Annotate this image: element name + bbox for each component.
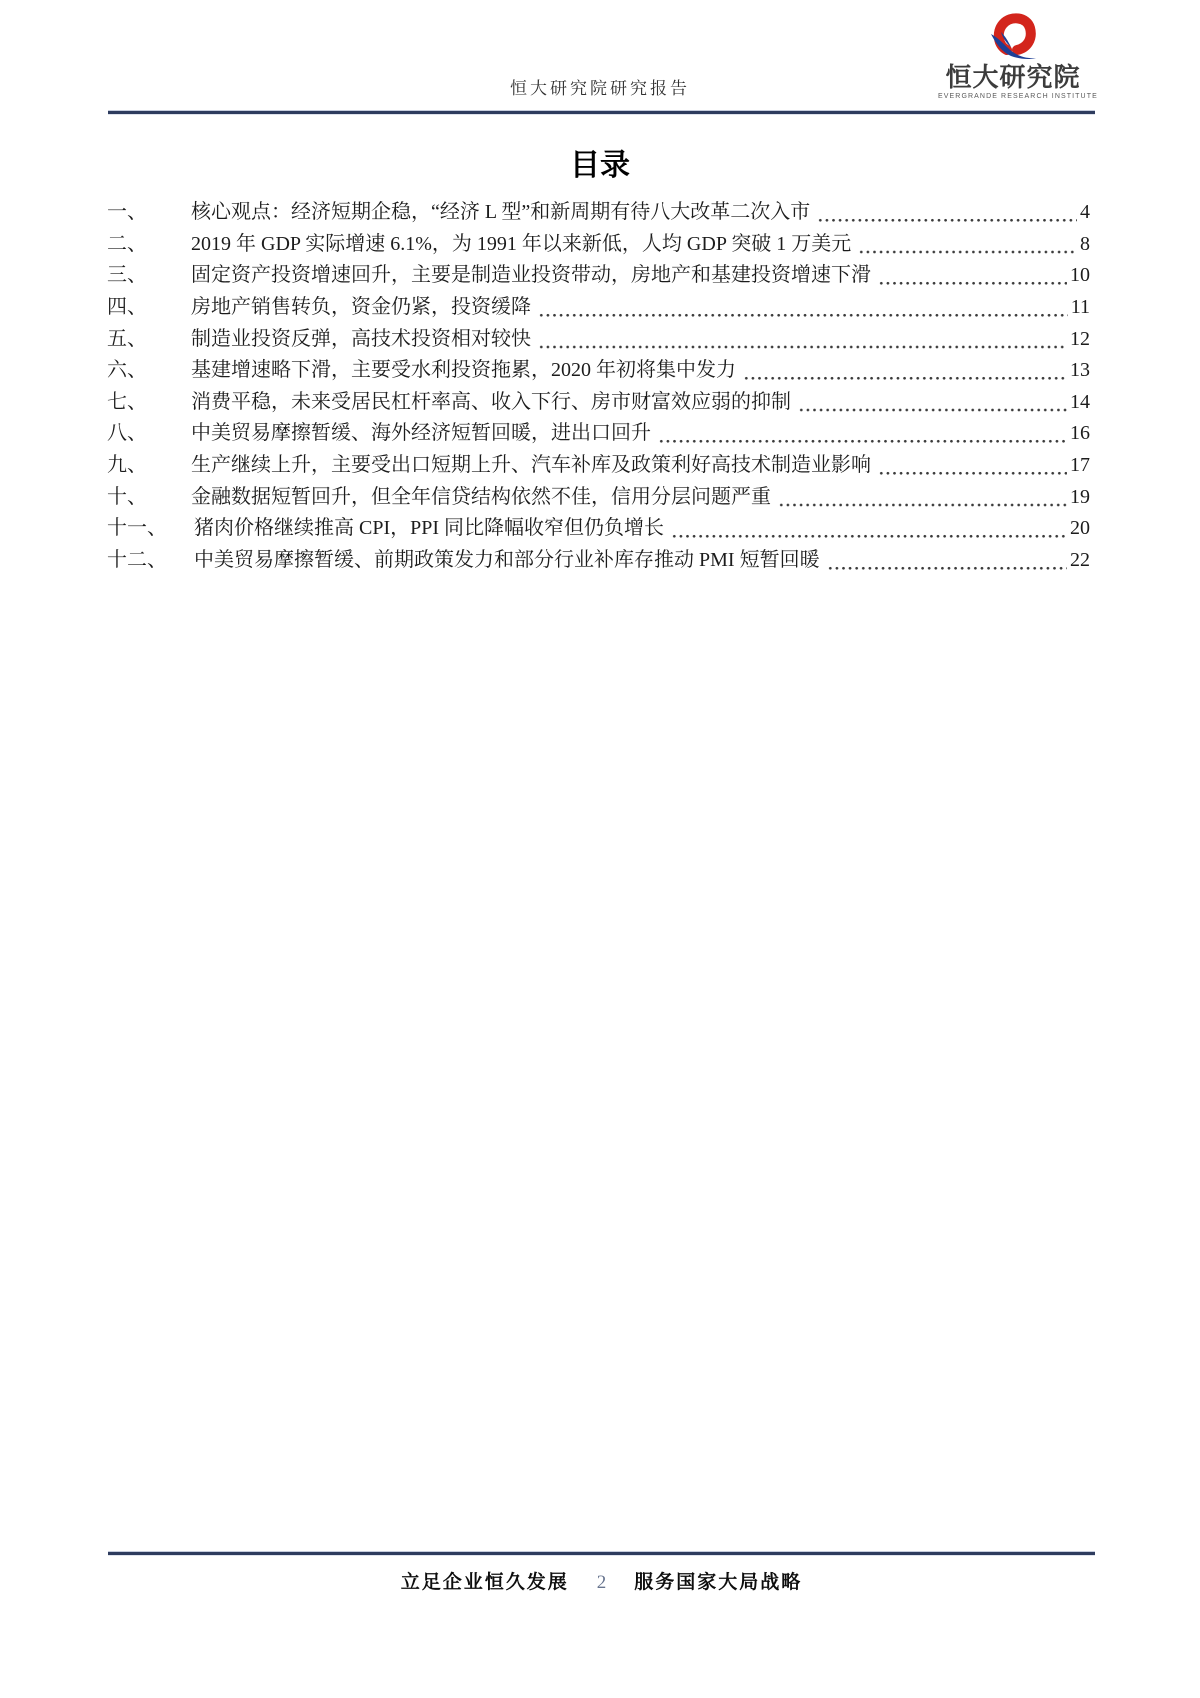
- toc-entry-page: 17: [1070, 454, 1090, 477]
- toc-entry-title: 中美贸易摩擦暂缓、前期政策发力和部分行业补库存推动 PMI 短暂回暖: [194, 549, 820, 572]
- logo-mark-icon: [987, 12, 1039, 62]
- toc-entry[interactable]: [107, 229, 1090, 261]
- header-divider: [108, 110, 1095, 115]
- toc-entry-number: 六、: [107, 359, 147, 382]
- toc-leader-dots: [798, 387, 1067, 419]
- toc-leader-dots: [858, 229, 1077, 261]
- toc-entry-page: 4: [1080, 201, 1090, 223]
- toc-title: 目录: [570, 149, 630, 182]
- toc-entry-number: 十一、: [107, 517, 167, 540]
- toc-entry-title: 基建增速略下滑，主要受水利投资拖累，2020 年初将集中发力: [191, 359, 736, 382]
- toc-entry[interactable]: [107, 355, 1090, 387]
- toc-entry-title: 房地产销售转负，资金仍紧，投资缓降: [191, 295, 531, 318]
- toc-entry-page: 10: [1070, 264, 1090, 287]
- toc-leader-dots: [778, 482, 1067, 514]
- toc-entry-title: 2019 年 GDP 实际增速 6.1%，为 1991 年以来新低，人均 GDP 突破 1 万美元: [191, 232, 852, 255]
- toc-leader-dots: [538, 292, 1068, 324]
- toc-leader-dots: [817, 197, 1077, 229]
- toc-leader-dots: [743, 355, 1067, 387]
- toc-entry-number: 七、: [107, 390, 147, 413]
- footer-motto-right: 服务国家大局战略: [634, 1572, 803, 1593]
- toc-entry[interactable]: [107, 482, 1090, 514]
- toc-entry[interactable]: [107, 197, 1090, 229]
- toc-entry-page: 13: [1070, 359, 1090, 382]
- toc-entry[interactable]: [107, 418, 1090, 450]
- toc-entry[interactable]: [107, 260, 1090, 292]
- toc-entry[interactable]: [107, 324, 1090, 356]
- logo-name: 恒大研究院: [945, 62, 1081, 92]
- toc-leader-dots: [658, 418, 1067, 450]
- toc-entry-page: 12: [1070, 327, 1090, 350]
- toc-leader-dots: [671, 513, 1067, 545]
- toc-entry-title: 金融数据短暂回升，但全年信贷结构依然不佳，信用分层问题严重: [191, 485, 771, 508]
- page-footer: [108, 1567, 1095, 1594]
- report-type-label: 恒大研究院研究报告: [510, 79, 690, 98]
- toc-leader-dots: [538, 324, 1067, 356]
- toc-entry-title: 消费平稳，未来受居民杠杆率高、收入下行、房市财富效应弱的抑制: [191, 390, 791, 413]
- toc-leader-dots: [827, 545, 1067, 577]
- logo-subtitle: EVERGRANDE RESEARCH INSTITUTE: [938, 93, 1098, 100]
- toc-entry-title: 固定资产投资增速回升，主要是制造业投资带动，房地产和基建投资增速下滑: [191, 264, 871, 287]
- toc-entry-title: 中美贸易摩擦暂缓、海外经济短暂回暖，进出口回升: [191, 422, 651, 445]
- footer-motto-left: 立足企业恒久发展: [400, 1572, 569, 1593]
- toc-entry-page: 16: [1070, 422, 1090, 445]
- toc-entry-page: 22: [1070, 549, 1090, 572]
- toc-entry[interactable]: [107, 450, 1090, 482]
- toc-entry-number: 八、: [107, 422, 147, 445]
- toc-entry-number: 十二、: [107, 549, 167, 572]
- toc-entry[interactable]: [107, 292, 1090, 324]
- page-number: 2: [596, 1572, 607, 1593]
- toc-entry-page: 20: [1070, 517, 1090, 540]
- toc-entry[interactable]: [107, 513, 1090, 545]
- toc-entry-title: 核心观点：经济短期企稳，“经济 L 型”和新周期有待八大改革二次入市: [191, 201, 811, 223]
- toc-entry-title: 猪肉价格继续推高 CPI，PPI 同比降幅收窄但仍负增长: [194, 517, 665, 540]
- toc-entry-page: 8: [1080, 232, 1090, 255]
- toc-entry[interactable]: [107, 387, 1090, 419]
- toc-entry-title: 生产继续上升，主要受出口短期上升、汽车补库及政策利好高技术制造业影响: [191, 454, 871, 477]
- toc-list: [107, 197, 1090, 577]
- toc-entry[interactable]: [107, 545, 1090, 577]
- toc-entry-title: 制造业投资反弹，高技术投资相对较快: [191, 327, 531, 350]
- toc-leader-dots: [878, 260, 1067, 292]
- toc-entry-number: 十、: [107, 485, 147, 508]
- toc-entry-number: 一、: [107, 201, 147, 223]
- toc-leader-dots: [878, 450, 1067, 482]
- toc-entry-number: 二、: [107, 232, 147, 255]
- toc-entry-number: 三、: [107, 264, 147, 287]
- footer-divider: [108, 1551, 1095, 1556]
- toc-entry-page: 19: [1070, 485, 1090, 508]
- toc-entry-number: 四、: [107, 295, 147, 318]
- toc-entry-number: 五、: [107, 327, 147, 350]
- institute-logo: [938, 12, 1098, 100]
- toc-entry-page: 14: [1070, 390, 1090, 413]
- toc-entry-page: 11: [1070, 295, 1090, 318]
- toc-entry-number: 九、: [107, 454, 147, 477]
